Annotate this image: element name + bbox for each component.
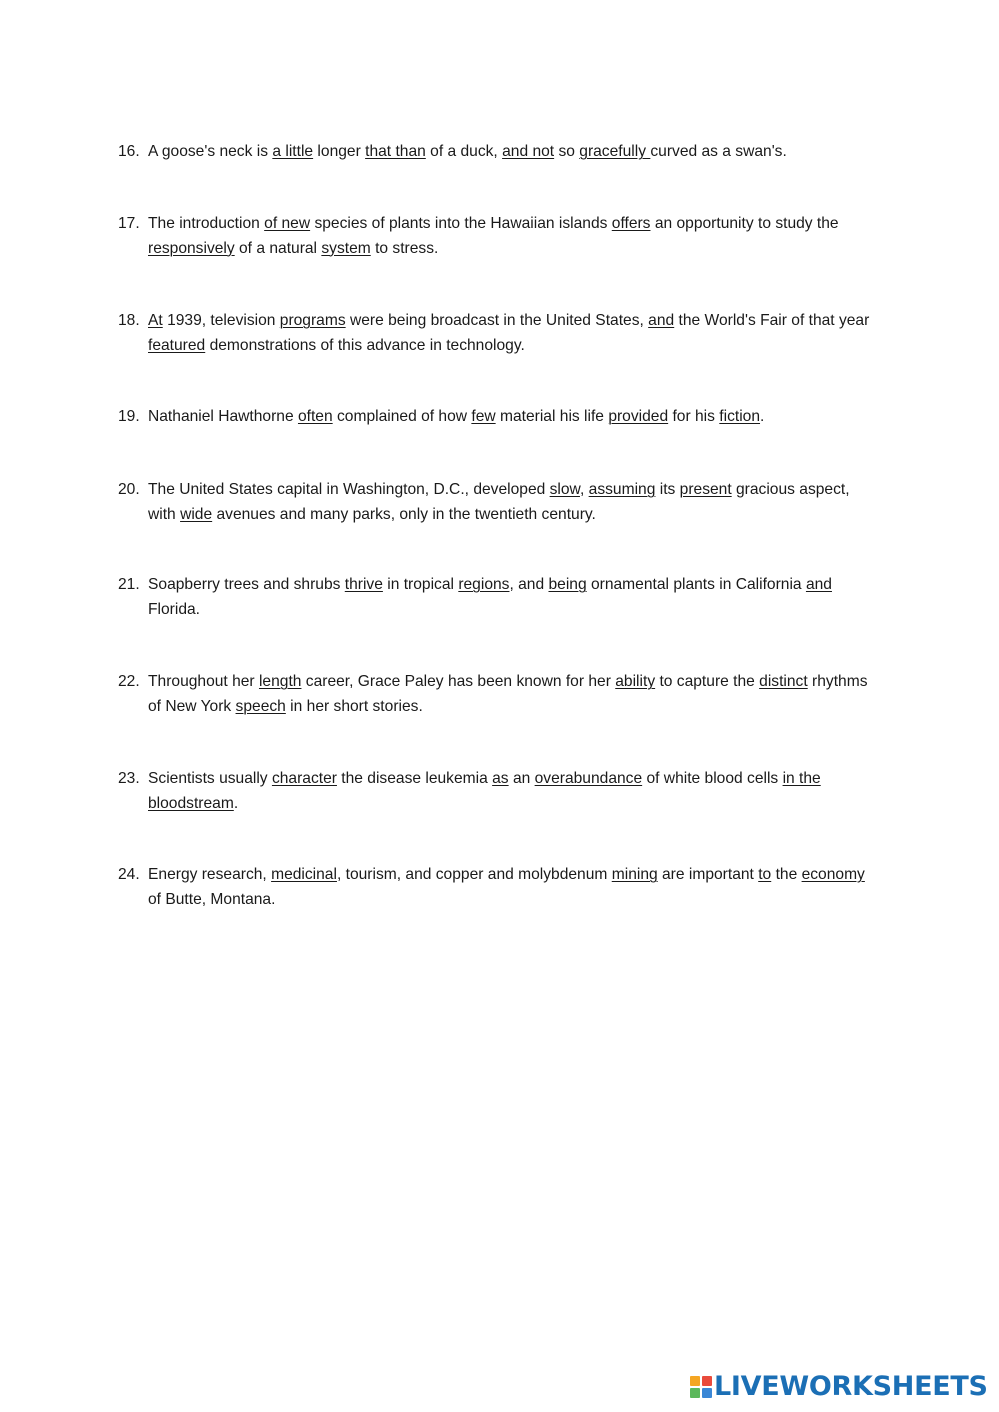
sentence-text: Nathaniel Hawthorne <box>148 408 298 425</box>
question-number: 18. <box>118 312 140 329</box>
logo-square-orange <box>690 1376 700 1386</box>
sentence-text: in her short stories. <box>285 697 423 715</box>
underlined-phrase: length <box>258 673 302 690</box>
sentence-text: to capture the <box>655 673 760 690</box>
underlined-phrase: a little <box>272 143 314 160</box>
underlined-phrase: gracefully <box>579 143 647 160</box>
sentence-text: species of plants into the Hawaiian islands <box>310 215 612 232</box>
sentence-text: to stress. <box>370 239 439 257</box>
question-text <box>148 670 878 719</box>
logo-square-blue <box>702 1388 712 1398</box>
question-number: 22. <box>118 673 140 690</box>
underlined-phrase: offers <box>611 215 651 232</box>
sentence-text: an <box>508 770 535 787</box>
underlined-phrase: character <box>271 770 337 787</box>
sentence-text: in tropical <box>382 576 459 593</box>
question-21 <box>118 573 878 622</box>
underlined-phrase: that than <box>365 143 426 160</box>
question-number: 24. <box>118 866 140 883</box>
sentence-text: The introduction <box>148 215 265 232</box>
underlined-phrase: thrive <box>344 576 383 593</box>
liveworksheets-branding <box>690 1372 988 1402</box>
underlined-phrase: programs <box>279 312 346 329</box>
sentence-text: are important <box>657 866 759 883</box>
sentence-text: Soapberry trees and shrubs <box>148 576 345 593</box>
question-number: 23. <box>118 770 140 787</box>
sentence-text: rhythms of New York <box>148 673 868 715</box>
underlined-phrase: featured <box>148 336 206 354</box>
underlined-phrase: medicinal <box>271 866 337 883</box>
question-19 <box>118 405 878 430</box>
underlined-phrase: and not <box>502 143 555 160</box>
question-16 <box>118 140 878 165</box>
underlined-phrase: overabundance <box>534 770 643 787</box>
sentence-text: of white blood cells <box>642 770 783 787</box>
sentence-text: . <box>233 794 239 812</box>
sentence-text: were being broadcast in the United States, <box>345 312 649 329</box>
question-text <box>148 573 878 622</box>
underlined-phrase: distinct <box>759 673 808 690</box>
question-text <box>148 478 878 527</box>
question-number: 17. <box>118 215 140 232</box>
underlined-phrase: regions <box>458 576 510 593</box>
sentence-text: , tourism, and copper and molybdenum <box>336 866 612 883</box>
sentence-text: the <box>771 866 802 883</box>
sentence-text: longer <box>313 143 366 160</box>
question-text <box>148 767 878 816</box>
question-text <box>148 212 878 261</box>
sentence-text: demonstrations of this advance in technology. <box>205 336 525 354</box>
sentence-text: Scientists usually <box>148 770 272 787</box>
underlined-phrase: to <box>758 866 772 883</box>
question-20 <box>118 478 878 527</box>
sentence-text: for his <box>668 408 720 425</box>
underlined-phrase: ability <box>615 673 656 690</box>
underlined-phrase: in the bloodstream <box>148 770 821 812</box>
question-number: 16. <box>118 143 140 160</box>
sentence-text: avenues and many parks, only in the twentieth century. <box>212 505 596 523</box>
underlined-phrase: system <box>321 239 371 257</box>
underlined-phrase: economy <box>801 866 865 883</box>
question-text <box>148 405 878 430</box>
sentence-text: The United States capital in Washington, D.C., developed <box>148 481 550 498</box>
question-number: 21. <box>118 576 140 593</box>
liveworksheets-logo-icon <box>690 1376 712 1398</box>
underlined-phrase: At <box>148 312 163 329</box>
question-text <box>148 863 878 912</box>
sentence-text: A goose's neck is <box>148 143 273 160</box>
sentence-text: the World's Fair of that year <box>674 312 870 329</box>
question-22 <box>118 670 878 719</box>
question-17 <box>118 212 878 261</box>
sentence-text: the disease leukemia <box>336 770 493 787</box>
sentence-text: 1939, television <box>162 312 280 329</box>
sentence-text: material his life <box>495 408 609 425</box>
underlined-phrase: of new <box>264 215 311 232</box>
sentence-text: complained of how <box>332 408 472 425</box>
underlined-phrase: assuming <box>588 481 656 498</box>
underlined-phrase: fiction <box>719 408 761 425</box>
sentence-text: Energy research, <box>148 866 272 883</box>
sentence-text: an opportunity to study the <box>650 215 839 232</box>
question-number: 20. <box>118 481 140 498</box>
sentence-text: its <box>655 481 680 498</box>
underlined-phrase: few <box>471 408 496 425</box>
underlined-phrase: wide <box>180 505 213 523</box>
sentence-text: , <box>579 481 589 498</box>
sentence-text: so <box>554 143 580 160</box>
sentence-text: curved as a swan's. <box>650 143 787 160</box>
question-23 <box>118 767 878 816</box>
underlined-phrase: and <box>805 576 832 593</box>
underlined-phrase: mining <box>611 866 658 883</box>
question-24 <box>118 863 878 912</box>
underlined-phrase: being <box>548 576 587 593</box>
underlined-phrase: present <box>679 481 732 498</box>
question-18 <box>118 309 878 358</box>
underlined-phrase: slow <box>549 481 580 498</box>
question-text <box>148 140 878 165</box>
sentence-text: Throughout her <box>148 673 259 690</box>
underlined-phrase: often <box>297 408 333 425</box>
question-text <box>148 309 878 358</box>
underlined-phrase: and <box>648 312 675 329</box>
sentence-text: , and <box>509 576 549 593</box>
underlined-phrase: speech <box>235 697 286 715</box>
sentence-text: Florida. <box>148 600 200 618</box>
logo-square-green <box>690 1388 700 1398</box>
question-number: 19. <box>118 408 140 425</box>
sentence-text: gracious aspect, with <box>148 481 850 523</box>
logo-square-red <box>702 1376 712 1386</box>
sentence-text: ornamental plants in California <box>586 576 806 593</box>
underlined-phrase: responsively <box>148 239 235 257</box>
liveworksheets-wordmark: LIVEWORKSHEETS <box>714 1371 988 1402</box>
sentence-text: . <box>760 408 765 425</box>
underlined-phrase: as <box>492 770 509 787</box>
underlined-phrase: provided <box>608 408 669 425</box>
sentence-text: of Butte, Montana. <box>148 890 276 908</box>
sentence-text: of a natural <box>234 239 322 257</box>
sentence-text: career, Grace Paley has been known for her <box>301 673 616 690</box>
sentence-text: of a duck, <box>425 143 503 160</box>
